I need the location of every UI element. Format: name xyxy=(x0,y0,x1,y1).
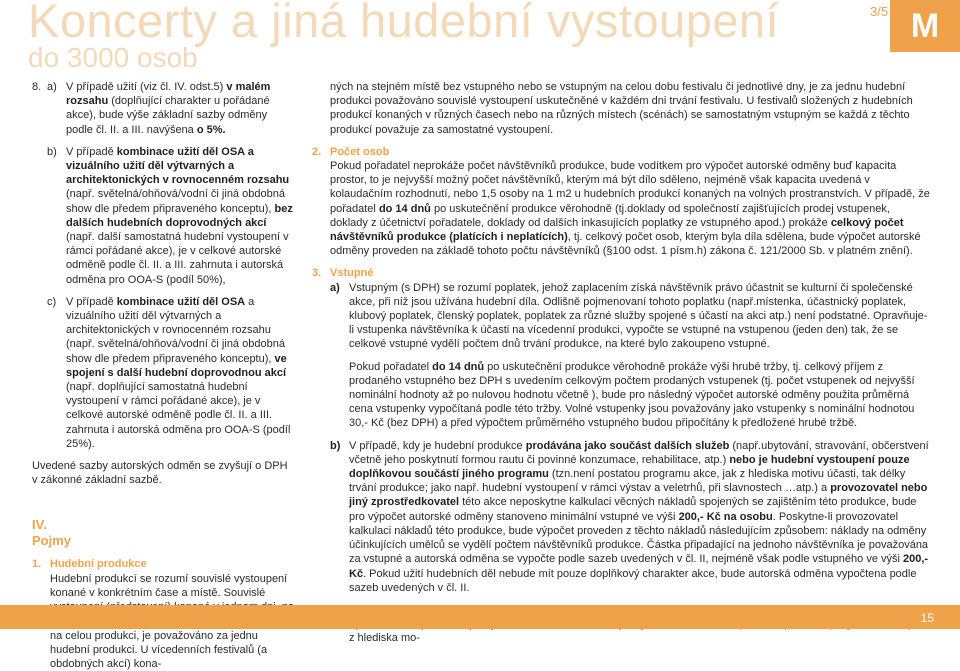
page-indicator: 3/5 xyxy=(870,4,889,19)
text: V případě užití (viz čl. IV. odst.5) xyxy=(66,81,227,93)
text-bold: o 5%. xyxy=(196,123,226,136)
text: a vizuálního užití děl výtvarných a architektonických v rovnocenném rozsahu (např. světelná/ohňová/vodní či jiná obdobná show dle předem připraveného konceptu), xyxy=(66,295,285,365)
title-line2: do 3000 osob xyxy=(28,42,198,73)
continued-text: ných na stejném místě bez vstupného nebo se vstupným na celou dobu festivalu či jednotlivé dny, je za jednu hudební produkci považováno souvislé vystoupení uskutečněné v každém dni trvání festivalu. U festivalů složených z hudebních produkcí konaných v různých časech nebo na různých místech (scénách) se samostatným vstupným se každá z těchto produkcí považuje za samostatné vystoupení. xyxy=(330,81,913,136)
text: V případě xyxy=(66,295,117,308)
item-number: 3. xyxy=(312,267,322,280)
item-text: Hudební produkcí se rozumí souvislé vystoupení konané v konkrétním čase a místě. Souvislé na celou produkci, je považováno za jednu hudební produkci. U vícedenních festivalů (a obdobných akcí) kona- xyxy=(50,572,288,670)
item-number: 1. xyxy=(32,558,42,571)
text: (např.ubytování, stravování, občerstvení včetně jeho poskytnutí formou rautu či povinné konzumace, rehabilitace, atp.) xyxy=(349,439,929,466)
text: , tj. celkový počet osob, kterým byla díla sdělena, bude výpočet autorské odměny proveden na základě tohoto počtu návštěvníků (§100 odst. 1 písm.h) zákona č. 121/2000 Sb. v platném znění). xyxy=(330,231,921,258)
text-bold: celkový počet návštěvníků produkce (platících i neplatících) xyxy=(330,216,904,244)
title-line1: Koncerty a jiná hudební vystoupení xyxy=(28,0,780,47)
text: (např. další samostatná hudební vystoupení v rámci pořádané akce), je v celkové autorské odměně podle čl. II. a III. zahrnuta i autorská odměna pro OOA-S (podíl 50%), xyxy=(66,231,289,286)
text-bold: 200,- Kč na osobu xyxy=(678,510,773,523)
item-text xyxy=(349,360,930,431)
item-text: Vstupným (s DPH) se rozumí poplatek, jehož zaplacením získá návštěvník právo účastnit se kulturní či společenské akce, při níž jsou užívána hudební díla. Odlišně pojmenovaní tohoto poplatku (např.místenka, účastnický poplatek, klubový poplatek, členský poplatek, poplatek za různé služby spojené s účastí na akci atp.) není podstatné. Opravňuje-li vstupenka návštěvníka k účasti na vícedenní produkci, vypočte se vstupné na vstupenou (jeden den) tak, že se celkové vstupné vydělí počtem dnů trvání produkce, na které bylo zakoupeno vstupné. xyxy=(349,281,928,351)
text-bold: v malém rozsahu xyxy=(66,81,271,108)
text: (doplňující charakter u pořádané akce), bude výše základní sazby odměny podle čl. II. a III. navýšena xyxy=(66,95,270,136)
right-column xyxy=(312,80,930,646)
item-title: Vstupné xyxy=(330,267,374,280)
text-bold: bez dalších hudebních doprovodných akcí xyxy=(66,202,293,229)
item-letter: a) xyxy=(330,281,340,294)
item-2 xyxy=(312,145,930,259)
text: této akce neposkytne kalkulaci věcných nákladů spojených se zajištěním této produkce, bude pro výpočet autorské odměny stanoveno minimální vstupné ve výši xyxy=(349,496,917,523)
section-title: Pojmy xyxy=(32,533,72,549)
text: po uskutečnění produkce věrohodně (tj.doklady od společností zajišťujících prodej vstupenek, doklady z účetnictví pořadatele, doklady od dalších inkasujících poplatky ze vstupného apod.) prokáže xyxy=(330,202,890,229)
text-bold: kombinace užití děl OSA xyxy=(116,295,246,308)
text: Pokud pořadatel xyxy=(349,360,433,373)
category-badge: M xyxy=(890,0,960,52)
text: (např. doplňující samostatná hudební vystoupení v rámci pořádané akce), je v celkové autorské odměně podle čl. II. a III. zahrnuta i autorská odměna pro OOA-S (podíl 25%). xyxy=(66,381,291,450)
text-bold: 200,- Kč xyxy=(349,553,929,580)
item-3a xyxy=(330,281,930,431)
item-letter: b) xyxy=(47,145,57,158)
text-bold: provozovatel nebo jiný zprostředkovatel xyxy=(349,482,928,509)
item-8a xyxy=(32,80,296,137)
text-bold: kombinace užití děl OSA a vizuálního užití děl výtvarných a architektonických v rovnocenném rozsahu xyxy=(66,145,290,187)
item-letter: a) xyxy=(47,81,57,93)
text: . Pokud užití hudebních děl nebude mít pouze doplňkový charakter akce, bude autorská odměna vypočtena podle sazeb uvedených v čl. II. xyxy=(349,567,917,594)
item-letter: c) xyxy=(47,295,57,308)
text-bold: ve spojení s další hudební doprovodnou akcí xyxy=(66,352,287,379)
item-title: Hudební produkce xyxy=(50,558,147,571)
page-title xyxy=(28,0,779,74)
item-title: Počet osob xyxy=(330,145,390,158)
text: Pokud pořadatel neprokáže počet návštěvníků produkce, bude vodítkem pro výpočet autorské odměny buď kapacita prostor, to je nejvyšší možný počet návštěvníků, kterým má být dílo sděleno, nejméně však kapacita uvedená v kolaudačním rozhodnutí, nebo 1,5 osoby na 1 m2 u hudebních produkcí konaných na volných prostranstvích. V případě, že pořadatel xyxy=(330,160,930,215)
text: (tzn.není postatou programu akce, jak z hlediska motivu účasti, tak délky trvání produkce; jako např. hudební vystoupení v rámci výstav a veletrhů, při slavnostech …atp.) a xyxy=(349,468,906,495)
item-letter: b) xyxy=(330,439,341,452)
text: . Poskytne-li provozovatel kalkulaci nákladů této produkce, bude výpočet proveden z těchto nákladů následujícím způsobem: náklady na odměny účinkujících umělců se vydělí počtem návštěvníků produkce. Částka připadající na jednoho návštěvníka je považována za vstupné a autorská odměna se vypočte podle sazeb uvedených v čl. II, nejméně však podle vstupného ve výši xyxy=(349,510,929,566)
item-8c xyxy=(32,295,296,451)
text: V případě, kdy je hudební produkce xyxy=(349,439,526,452)
text-bold: do 14 dnů xyxy=(378,202,431,215)
page-number: 15 xyxy=(920,611,934,625)
item-number: 8. xyxy=(32,81,42,93)
left-column xyxy=(32,80,296,671)
item-text xyxy=(349,439,930,595)
text: V případě xyxy=(66,145,117,158)
text: z hlediska mo- xyxy=(349,632,420,645)
section-number: IV. xyxy=(32,517,47,533)
text: (např. světelná/ohňová/vodní či jiná obdobná show dle předem připraveného konceptu), xyxy=(66,188,285,215)
item-number: 2. xyxy=(312,145,322,158)
text: po uskutečnění produkce věrohodně prokáže výši hrubé tržby, tj. celkový příjem z prodaného vstupného bez DPH s uvedením celkovým počtem prodaných vstupenek (tj. počet vstupenek od nejvyšší nominální hodnoty až po nulovou hodnotu včetně ), bude pro následný výpočet autorské odměny použita průměrná cena vstupenky vypočítaná podle této tržby. Volné vstupenky jsou považovány jako vstupenky s nominální hodnotou 30,- Kč (bez DPH) a před výpočtem průměrného vstupného budou připočítány k předložené hrubé tržbě. xyxy=(349,360,915,430)
item-text xyxy=(330,159,930,258)
footer-bar xyxy=(0,605,960,629)
summary-text: Uvedené sazby autorských odměn se zvyšují o DPH v zákonné základní sazbě. xyxy=(32,460,288,487)
item-3 xyxy=(312,266,930,645)
text-bold: prodávána jako součást dalších služeb xyxy=(525,439,730,452)
text-bold: nebo je hudební vystoupení pouze doplňkovou součástí jiného programu xyxy=(349,453,910,481)
text-bold: do 14 dnů xyxy=(432,360,485,373)
item-8b xyxy=(32,145,296,287)
